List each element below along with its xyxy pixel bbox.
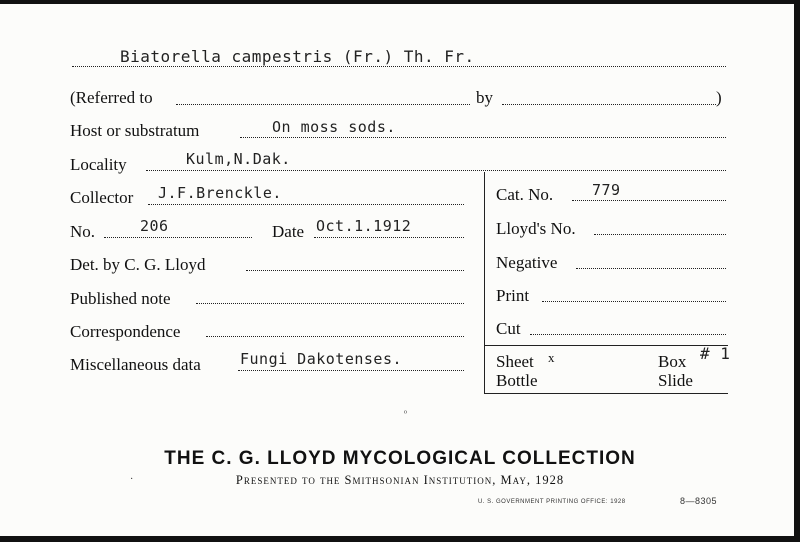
ink-speck: · [130, 474, 134, 485]
negative-label: Negative [496, 253, 558, 272]
locality-label: Locality [70, 155, 127, 174]
cut-line [530, 334, 726, 335]
locality-value: Kulm,N.Dak. [186, 150, 291, 168]
catalog-number-label: Cat. No. [496, 185, 554, 204]
box-left-border [484, 172, 485, 394]
locality-line [146, 170, 726, 171]
slide-label: Slide [658, 371, 693, 390]
referred-to-label: (Referred to [70, 88, 153, 107]
host-line [240, 137, 726, 138]
collection-subtitle: Presented to the Smithsonian Institution, May, 1928 [235, 473, 565, 487]
printing-office-note: U. S. GOVERNMENT PRINTING OFFICE: 1928 [478, 499, 626, 505]
correspondence-label: Correspondence [70, 322, 181, 341]
host-value: On moss sods. [272, 118, 396, 136]
scan-edge-bottom [0, 536, 800, 542]
form-number: 8—8305 [680, 496, 718, 506]
date-value: Oct.1.1912 [316, 217, 412, 235]
correspondence-line [206, 336, 464, 337]
box-bottom-border [484, 393, 728, 394]
collection-title: THE C. G. LLOYD MYCOLOGICAL COLLECTION [164, 448, 636, 469]
determined-by-label: Det. by C. G. Lloyd [70, 255, 206, 274]
miscellaneous-line [238, 370, 464, 371]
referred-to-line [176, 104, 470, 105]
collector-label: Collector [70, 188, 134, 207]
print-label: Print [496, 286, 530, 305]
cut-label: Cut [496, 319, 521, 338]
number-label: No. [70, 222, 96, 241]
catalog-number-value: 779 [592, 181, 621, 199]
ink-speck: ᵒ [404, 408, 407, 419]
by-label: by [476, 88, 493, 107]
species-name: Biatorella campestris (Fr.) Th. Fr. [120, 47, 475, 66]
bottle-label: Bottle [496, 371, 538, 390]
miscellaneous-label: Miscellaneous data [70, 355, 201, 374]
published-note-line [196, 303, 464, 304]
number-line [104, 237, 252, 238]
scan-edge-top [0, 0, 800, 4]
lloyds-number-line [594, 234, 726, 235]
box-value: # 1 [700, 344, 731, 363]
date-label: Date [272, 222, 305, 241]
sheet-label: Sheet [496, 352, 534, 371]
date-line [314, 237, 464, 238]
published-note-label: Published note [70, 289, 171, 308]
print-line [542, 301, 726, 302]
species-line [72, 66, 726, 67]
box-label: Box [658, 352, 687, 371]
lloyds-number-label: Lloyd's No. [496, 219, 576, 238]
miscellaneous-value: Fungi Dakotenses. [240, 350, 403, 368]
box-divider [484, 345, 728, 346]
close-paren: ) [716, 88, 722, 107]
by-line [502, 104, 716, 105]
host-label: Host or substratum [70, 121, 200, 140]
collector-line [148, 204, 464, 205]
negative-line [576, 268, 726, 269]
number-value: 206 [140, 217, 169, 235]
sheet-mark: x [548, 350, 555, 365]
catalog-number-line [572, 200, 726, 201]
determined-by-line [246, 270, 464, 271]
collector-value: J.F.Brenckle. [158, 184, 282, 202]
